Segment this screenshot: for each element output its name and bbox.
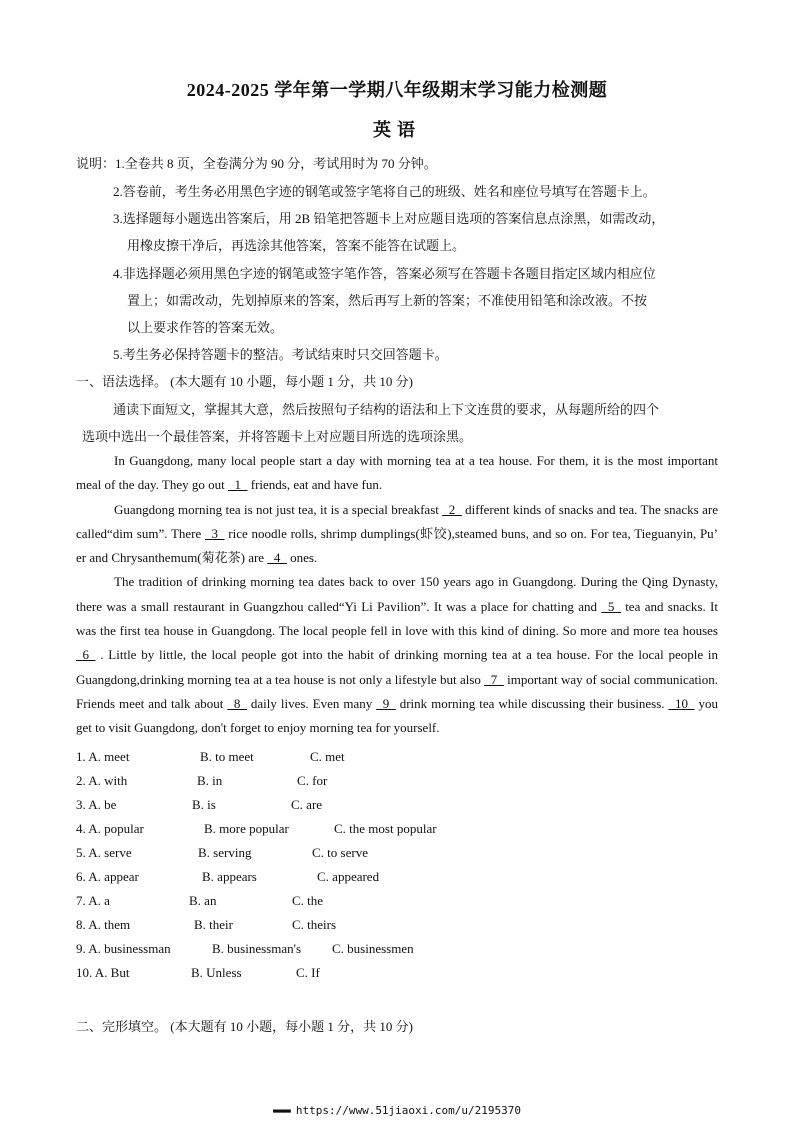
blank-7: _7_ bbox=[484, 671, 504, 687]
blank-5: _5_ bbox=[601, 598, 621, 614]
blank-4: _4_ bbox=[267, 550, 287, 566]
page-title: 2024-2025 学年第一学期八年级期末学习能力检测题 bbox=[186, 80, 608, 100]
instruction-line-4c: 以上要求作答的答案无效。 bbox=[127, 320, 284, 335]
instruction-line-4b: 置上；如需改动，先划掉原来的答案，然后再写上新的答案；不准使用铅笔和涂改液。不按 bbox=[127, 293, 648, 308]
passage-paragraph-3: The tradition of drinking morning tea dates back to over 150 years ago in Guangdong. During the Qing Dynasty, there was a small restaurant in Guangzhou called“Yi Li Pavilion”. It was a place for chatting and _5_ tea and snacks. It was the first tea house in Guangdong. The local people fell in love with this kind of dining. So more and more tea houses _6_ . Little by little, the local people got into the habit of drinking morning tea at a tea house. For the local people in Guangdong,drinking morning tea at a tea house is not only a lifestyle but also _7_ important way of social communication. Friends meet and talk about _8_ daily lives. Even many _9_ drink morning tea while discussing their business. _10_ you get to visit Guangdong, don't forget to enjoy morning tea for yourself. bbox=[76, 574, 718, 736]
section1-directions-a: 通读下面短文，掌握其大意，然后按照句子结构的语法和上下文连贯的要求，从每题所给的四个 bbox=[113, 402, 660, 417]
instruction-line-4a: 4.非选择题必须用黑色字迹的钢笔或签字笔作答，答案必须写在答题卡各题目指定区域内相应位 bbox=[113, 266, 656, 281]
footer bbox=[0, 1104, 794, 1117]
footer-link[interactable]: https://www.51jiaoxi.com/u/2195370 bbox=[295, 1104, 522, 1117]
instruction-line-5: 5.考生务必保持答题卡的整洁。考试结束时只交回答题卡。 bbox=[113, 347, 448, 362]
blank-2: _2_ bbox=[442, 501, 462, 517]
section2-heading: 二、完形填空。 (本大题有 10 小题，每小题 1 分，共 10 分) bbox=[76, 1019, 413, 1034]
watermark-mark-icon: ▬▬▬ bbox=[272, 1104, 290, 1117]
exam-page: 2024-2025 学年第一学期八年级期末学习能力检测题 英语 说明：1.全卷共 8 页，全卷满分为 90 分，考试用时为 70 分钟。 2.答卷前，考生务必用黑色字迹的钢笔或签字笔将自己的班级、姓名和座位号填写在答题卡上。 3.选择题每小题选出答案后，用 2B 铅笔把答题卡上对应题目选项的答案信息点涂黑，如需改动， 用橡皮擦干净后，再选涂其他答案，答案不能答在试题上。 4.非选择题必须用黑色字迹的钢笔或签字笔作答，答案必须写在答题卡各题目指定区域内相应位 置上；如需改动，先划掉原来的答案，然后再写上新的答案；不准使用铅笔和涂改液。不按 以上要求作答的答案无效。 5.考生务必保持答题卡的整洁。考试结束时只交回答题卡。 一、语法选择。 (本大题有 10 小题，每小题 1 分，共 10 分) 通读下面短文，掌握其大意，然后按照句子结构的语法和上下文连贯的要求，从每题所给的四个 选项中选出一个最佳答案，并将答题卡上对应题目所选的选项涂黑。 In Guangdong, many local people start a day with morning tea at a tea house. For them, it is the most important meal of the day. They go out _1_ friends, eat and have fun. Guangdong morning tea is not just tea, it is a special breakfast _2_ different kinds of snacks and tea. The snacks are called“dim sum”. There _3_ rice noodle rolls, shrimp dumplings(虾饺),steamed buns, and so on. For tea, Tieguanyin, Pu’ er and Chrysanthemum(菊花茶) are _4_ ones. The tradition of drinking morning tea dates back to over 150 years ago in Guangdong. During the Qing Dynasty, there was a small restaurant in Guangzhou called“Yi Li Pavilion”. It was a place for chatting and _5_ tea and snacks. It was the first tea house in Guangdong. The local people fell in love with this kind of dining. So more and more tea houses _6_ . Little by little, the local people got into the habit of drinking morning tea at a tea house. For the local people in Guangdong,drinking morning tea at a tea house is not only a lifestyle but also _7_ important way of social communication. Friends meet and talk about _8_ daily lives. Even many _9_ drink morning tea while discussing their business. _10_ you get to visit Guangdong, don't forget to enjoy morning tea for yourself. 1. A. meet B. to meet C. met 2. A. with B. in C. for 3. A. be B. is C. are 4. A. popular B. more popular C. the most popular 5. A. serve B. serving C. to serve 6. A. appear B. appears C. appeared 7. A. a B. an C. the 8. A. them B. their C. theirs 9. A. businessman B. businessman's C. businessmen 10. A. But B. Unless C. If 二、完形填空。 (本大题有 10 小题，每小题 1 分，共 10 分) ▬▬▬ https://www.51jiaoxi.com/u/2195370 bbox=[0, 0, 794, 1124]
blank-3: _3_ bbox=[205, 525, 225, 541]
section1-directions-b: 选项中选出一个最佳答案，并将答题卡上对应题目所选的选项涂黑。 bbox=[82, 429, 473, 444]
section1-heading: 一、语法选择。 (本大题有 10 小题，每小题 1 分，共 10 分) bbox=[76, 374, 413, 389]
passage-paragraph-2: Guangdong morning tea is not just tea, it is a special breakfast _2_ different kinds of snacks and tea. The snacks are called“dim sum”. There _3_ rice noodle rolls, shrimp dumplings(虾饺),steamed buns, and so on. For tea, Tieguanyin, Pu’ er and Chrysanthemum(菊花茶) are _4_ ones. bbox=[76, 501, 718, 566]
instruction-line-3b: 用橡皮擦干净后，再选涂其他答案，答案不能答在试题上。 bbox=[127, 238, 466, 253]
blank-8: _8_ bbox=[227, 695, 247, 711]
blank-9: _9_ bbox=[376, 695, 396, 711]
instruction-line-3a: 3.选择题每小题选出答案后，用 2B 铅笔把答题卡上对应题目选项的答案信息点涂黑，如需改动， bbox=[113, 211, 665, 226]
blank-1: _1_ bbox=[228, 477, 248, 493]
instruction-line-2: 2.答卷前，考生务必用黑色字迹的钢笔或签字笔将自己的班级、姓名和座位号填写在答题卡上。 bbox=[113, 184, 656, 199]
blank-6: _6_ bbox=[76, 647, 96, 663]
subject-title: 英语 bbox=[373, 120, 421, 140]
instruction-line-1: 说明：1.全卷共 8 页，全卷满分为 90 分，考试用时为 70 分钟。 bbox=[76, 156, 437, 171]
reading-passage bbox=[76, 449, 718, 741]
blank-10: _10_ bbox=[668, 695, 695, 711]
passage-paragraph-1: In Guangdong, many local people start a day with morning tea at a tea house. For them, it is the most important meal of the day. They go out _1_ friends, eat and have fun. bbox=[76, 453, 718, 493]
